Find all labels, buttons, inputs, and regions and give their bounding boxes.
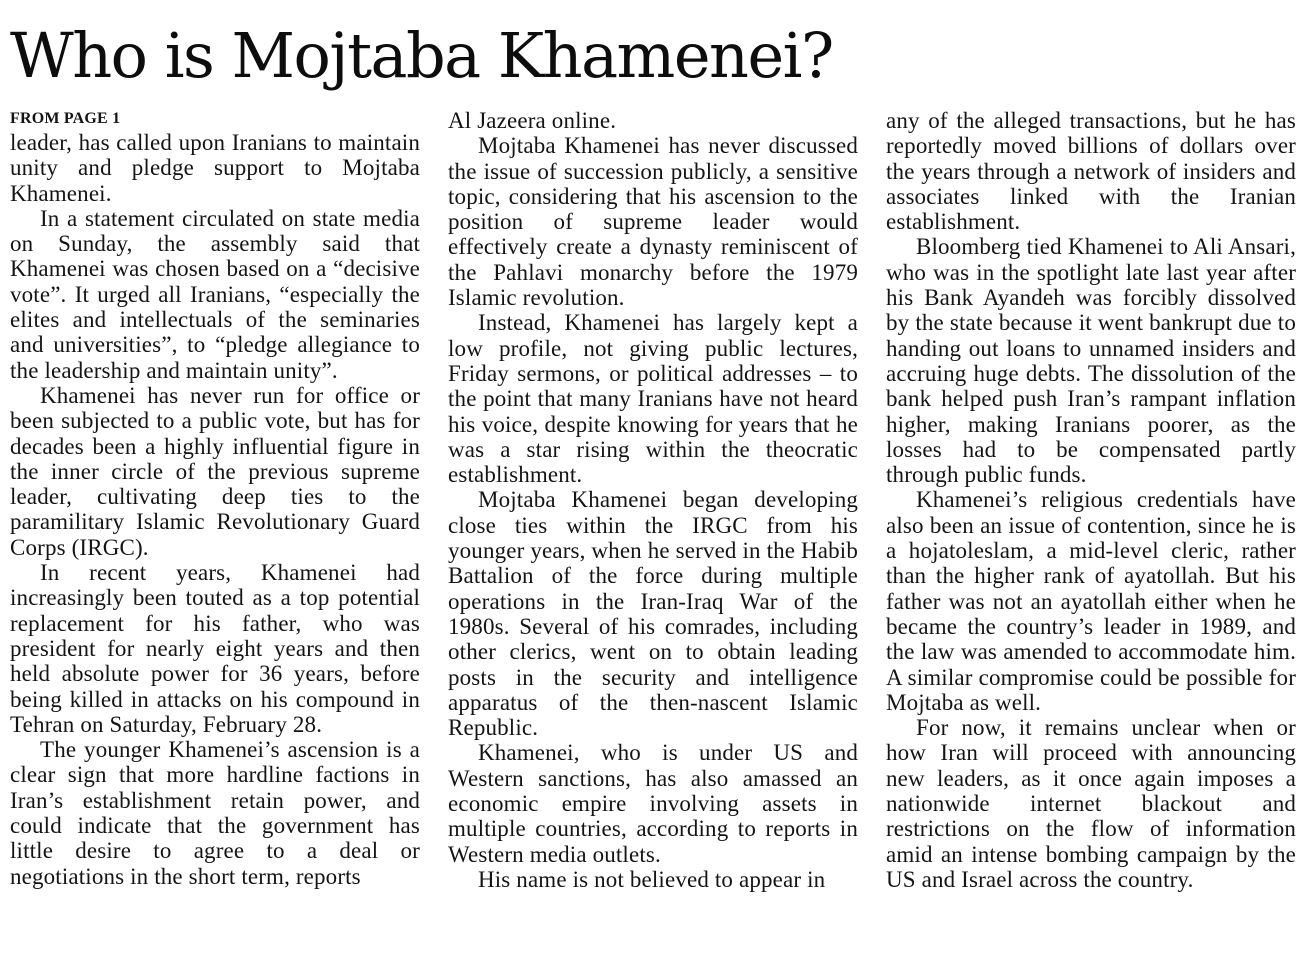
paragraph: Khamenei’s religious credentials have also been an issue of contention, since he is a hojatoleslam, a mid-level cleric, rather than the higher rank of ayatollah. But his father was not an ayatollah either when he became the country’s leader in 1989, and the law was amended to accommodate him. A similar compromise could be possible for Mojtaba as well. (886, 487, 1296, 715)
paragraph: Mojtaba Khamenei has never discussed the issue of succession publicly, a sensitive topic, considering that his ascension to the position of supreme leader would effectively create a dynasty reminiscent of the Pahlavi monarchy before the 1979 Islamic revolution. (448, 133, 858, 311)
paragraph: Mojtaba Khamenei began developing close ties within the IRGC from his younger years, when he served in the Habib Battalion of the force during multiple operations in the Iran-Iraq War of the 1980s. Several of his comrades, including other clerics, went on to obtain leading posts in the security and intelligence apparatus of the then-nascent Islamic Republic. (448, 487, 858, 741)
article-column-3 (886, 108, 1296, 892)
paragraph: any of the alleged transactions, but he has reportedly moved billions of dollars over the years through a network of insiders and associates linked with the Iranian establishment. (886, 108, 1296, 235)
paragraph: For now, it remains unclear when or how Iran will proceed with announcing new leaders, as it once again imposes a nationwide internet blackout and restrictions on the flow of information amid an intense bombing campaign by the US and Israel across the country. (886, 715, 1296, 892)
continuation-kicker: FROM PAGE 1 (10, 110, 121, 127)
paragraph: Khamenei, who is under US and Western sanctions, has also amassed an economic empire involving assets in multiple countries, according to reports in Western media outlets. (448, 740, 858, 867)
paragraph: leader, has called upon Iranians to maintain unity and pledge support to Mojtaba Khamenei. (10, 130, 420, 206)
headline: Who is Mojtaba Khamenei? (10, 19, 833, 92)
paragraph: Khamenei has never run for office or been subjected to a public vote, but has for decades been a highly influential figure in the inner circle of the previous supreme leader, cultivating deep ties to the paramilitary Islamic Revolutionary Guard Corps (IRGC). (10, 382, 420, 560)
paragraph: His name is not believed to appear in (478, 866, 826, 892)
paragraph: Instead, Khamenei has largely kept a low profile, not giving public lectures, Friday sermons, or political addresses – to the point that many Iranians have not heard his voice, despite knowing for years that he was a star rising within the theocratic establishment. (448, 310, 858, 488)
article-column-2 (448, 108, 858, 892)
paragraph: In a statement circulated on state media on Sunday, the assembly said that Khamenei was chosen based on a “decisive vote”. It urged all Iranians, “especially the elites and intellectuals of the seminaries and universities”, to “pledge allegiance to the leadership and maintain unity”. (10, 205, 420, 383)
article-column-1 (10, 108, 420, 889)
paragraph: In recent years, Khamenei had increasingly been touted as a top potential replacement for his father, who was president for nearly eight years and then held absolute power for 36 years, before being killed in attacks on his compound in Tehran on Saturday, February 28. (10, 560, 420, 737)
paragraph: Al Jazeera online. (448, 108, 617, 133)
paragraph: Bloomberg tied Khamenei to Ali Ansari, who was in the spotlight late last year after his Bank Ayandeh was forcibly dissolved by the state because it went bankrupt due to handing out loans to unnamed insiders and accruing huge debts. The dissolution of the bank helped push Iran’s rampant inflation higher, making Iranians poorer, as the losses had to be compensated partly through public funds. (886, 234, 1296, 488)
paragraph: The younger Khamenei’s ascension is a clear sign that more hardline factions in Iran’s establishment retain power, and could indicate that the government has little desire to agree to a deal or negotiations in the short term, reports (10, 737, 420, 889)
